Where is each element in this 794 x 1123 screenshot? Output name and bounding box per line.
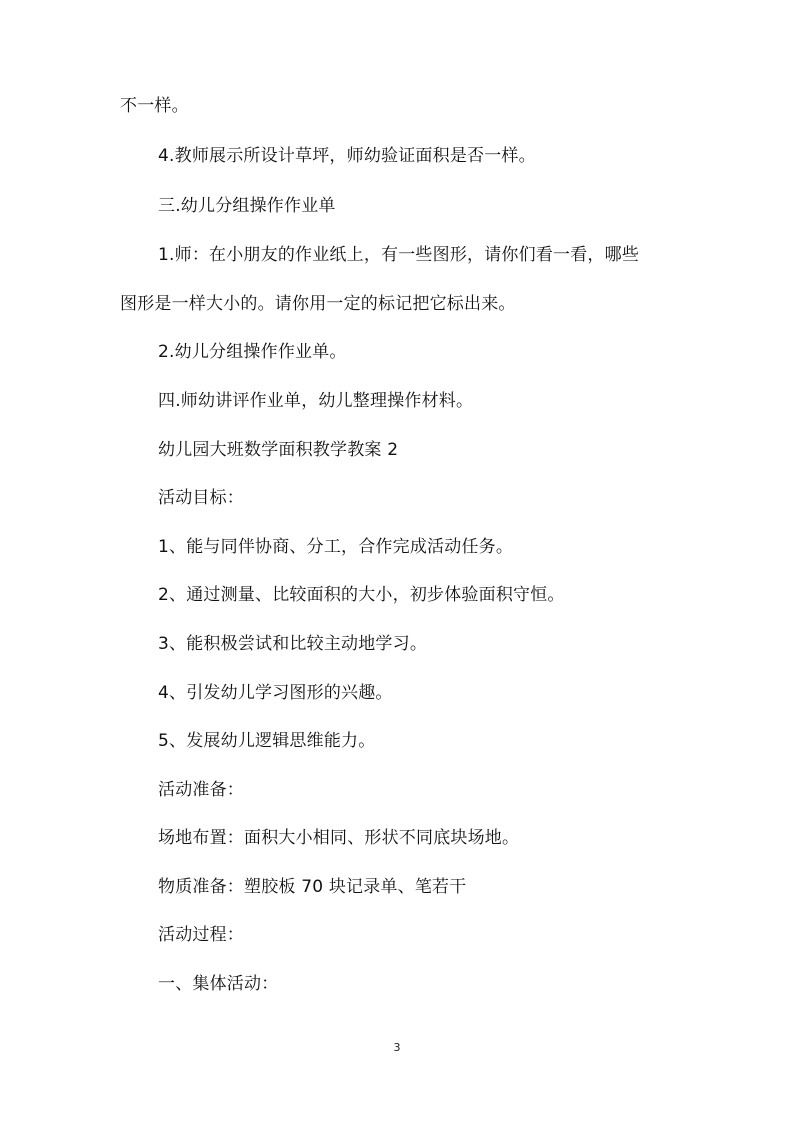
list-item: 1、能与同伴协商、分工，合作完成活动任务。 [158, 537, 514, 557]
section-heading: 活动准备： [158, 780, 244, 800]
text-line: 图形是一样大小的。请你用一定的标记把它标出来。 [120, 294, 516, 314]
section-heading: 三.幼儿分组操作作业单 [158, 196, 336, 216]
section-heading: 活动目标： [158, 488, 244, 508]
text-line: 2.幼儿分组操作作业单。 [158, 342, 347, 362]
list-item: 3、能积极尝试和比较主动地学习。 [158, 634, 428, 654]
text-line: 1.师：在小朋友的作业纸上，有一些图形，请你们看一看，哪些 [158, 245, 640, 265]
text-line: 物质准备：塑胶板 70 块记录单、笔若干 [158, 877, 467, 897]
section-heading: 一、集体活动： [158, 974, 279, 994]
list-item: 2、通过测量、比较面积的大小，初步体验面积守恒。 [158, 585, 565, 605]
text-line: 场地布置：面积大小相同、形状不同底块场地。 [158, 828, 520, 848]
page-number: 3 [393, 1041, 401, 1054]
text-line: 4.教师展示所设计草坪，师幼验证面积是否一样。 [158, 146, 536, 166]
section-heading: 四.师幼讲评作业单，幼儿整理操作材料。 [158, 391, 474, 411]
document-subtitle: 幼儿园大班数学面积教学教案 2 [158, 440, 399, 460]
text-line: 不一样。 [120, 96, 189, 116]
list-item: 4、引发幼儿学习图形的兴趣。 [158, 683, 393, 703]
section-heading: 活动过程： [158, 925, 244, 945]
list-item: 5、发展幼儿逻辑思维能力。 [158, 731, 376, 751]
